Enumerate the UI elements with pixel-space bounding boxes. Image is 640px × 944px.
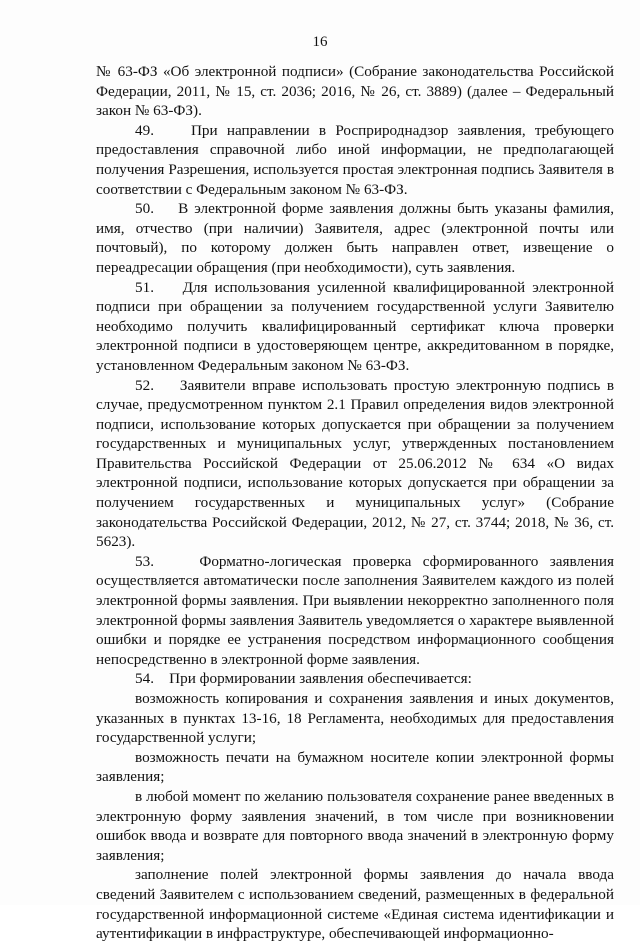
list-item-printing: возможность печати на бумажном носителе копии электронной формы заявления; bbox=[96, 748, 614, 786]
document-body bbox=[96, 62, 614, 944]
paragraph-54: 54. При формировании заявления обеспечивается: bbox=[135, 670, 472, 688]
paragraph-49: 49. При направлении в Росприроднадзор заявления, требующего предоставления справочной либо иной информации, не предполагающей получения Разрешения, используется простая электронная подпись Заявителя в соответствии с Федеральным законом № 63-ФЗ. bbox=[96, 121, 614, 198]
paragraph-53: 53. Форматно-логическая проверка сформированного заявления осуществляется автоматически после заполнения Заявителем каждого из полей электронной формы заявления. При выявлении некорректно заполненного поля электронной формы заявления Заявитель уведомляется о характере выявленной ошибки и порядке ее устранения посредством информационного сообщения непосредственно в электронной форме заявления. bbox=[96, 552, 614, 668]
paragraph-51: 51. Для использования усиленной квалифицированной электронной подписи при обращении за получением государственной услуги Заявителю необходимо получить квалифицированный сертификат ключа проверки электронной подписи в удостоверяющем центре, аккредитованном в порядке, установленном Федеральным законом № 63-ФЗ. bbox=[96, 278, 614, 374]
list-item-saving: в любой момент по желанию пользователя сохранение ранее введенных в электронную форму заявления значений, в том числе при возникновении ошибок ввода и возврате для повторного ввода значений в электронную форму заявления; bbox=[96, 787, 614, 864]
list-item-prefill: заполнение полей электронной формы заявления до начала ввода сведений Заявителем с использованием сведений, размещенных в федеральной государственной информационной системе «Единая система идентификации и аутентификации в инфраструктуре, обеспечивающей информационно- bbox=[96, 866, 614, 943]
paragraph-50: 50. В электронной форме заявления должны быть указаны фамилия, имя, отчество (при наличии) Заявителя, адрес (электронной почты или почтовый), по которому должен быть направлен ответ, извещение о переадресации обращения (при необходимости), суть заявления. bbox=[96, 200, 614, 276]
page-number: 16 bbox=[312, 34, 328, 50]
list-item-copying: возможность копирования и сохранения заявления и иных документов, указанных в пунктах 13-16, 18 Регламента, необходимых для предоставления государственной услуги; bbox=[96, 690, 614, 747]
paragraph-continuation: № 63-ФЗ «Об электронной подписи» (Собрание законодательства Российской Федерации, 2011, № 15, ст. 2036; 2016, № 26, ст. 3889) (далее – Федеральный закон № 63-ФЗ). bbox=[96, 63, 614, 120]
paragraph-52: 52. Заявители вправе использовать простую электронную подпись в случае, предусмотренном пунктом 2.1 Правил определения видов электронной подписи, использование которых допускается при обращении за получением государственных и муниципальных услуг, утвержденных постановлением Правительства Российской Федерации от 25.06.2012 № 634 «О видах электронной подписи, использование которых допускается при обращении за получением государственных и муниципальных услуг» (Собрание законодательства Российской Федерации, 2012, № 27, ст. 3744; 2018, № 36, ст. 5623). bbox=[96, 376, 614, 551]
